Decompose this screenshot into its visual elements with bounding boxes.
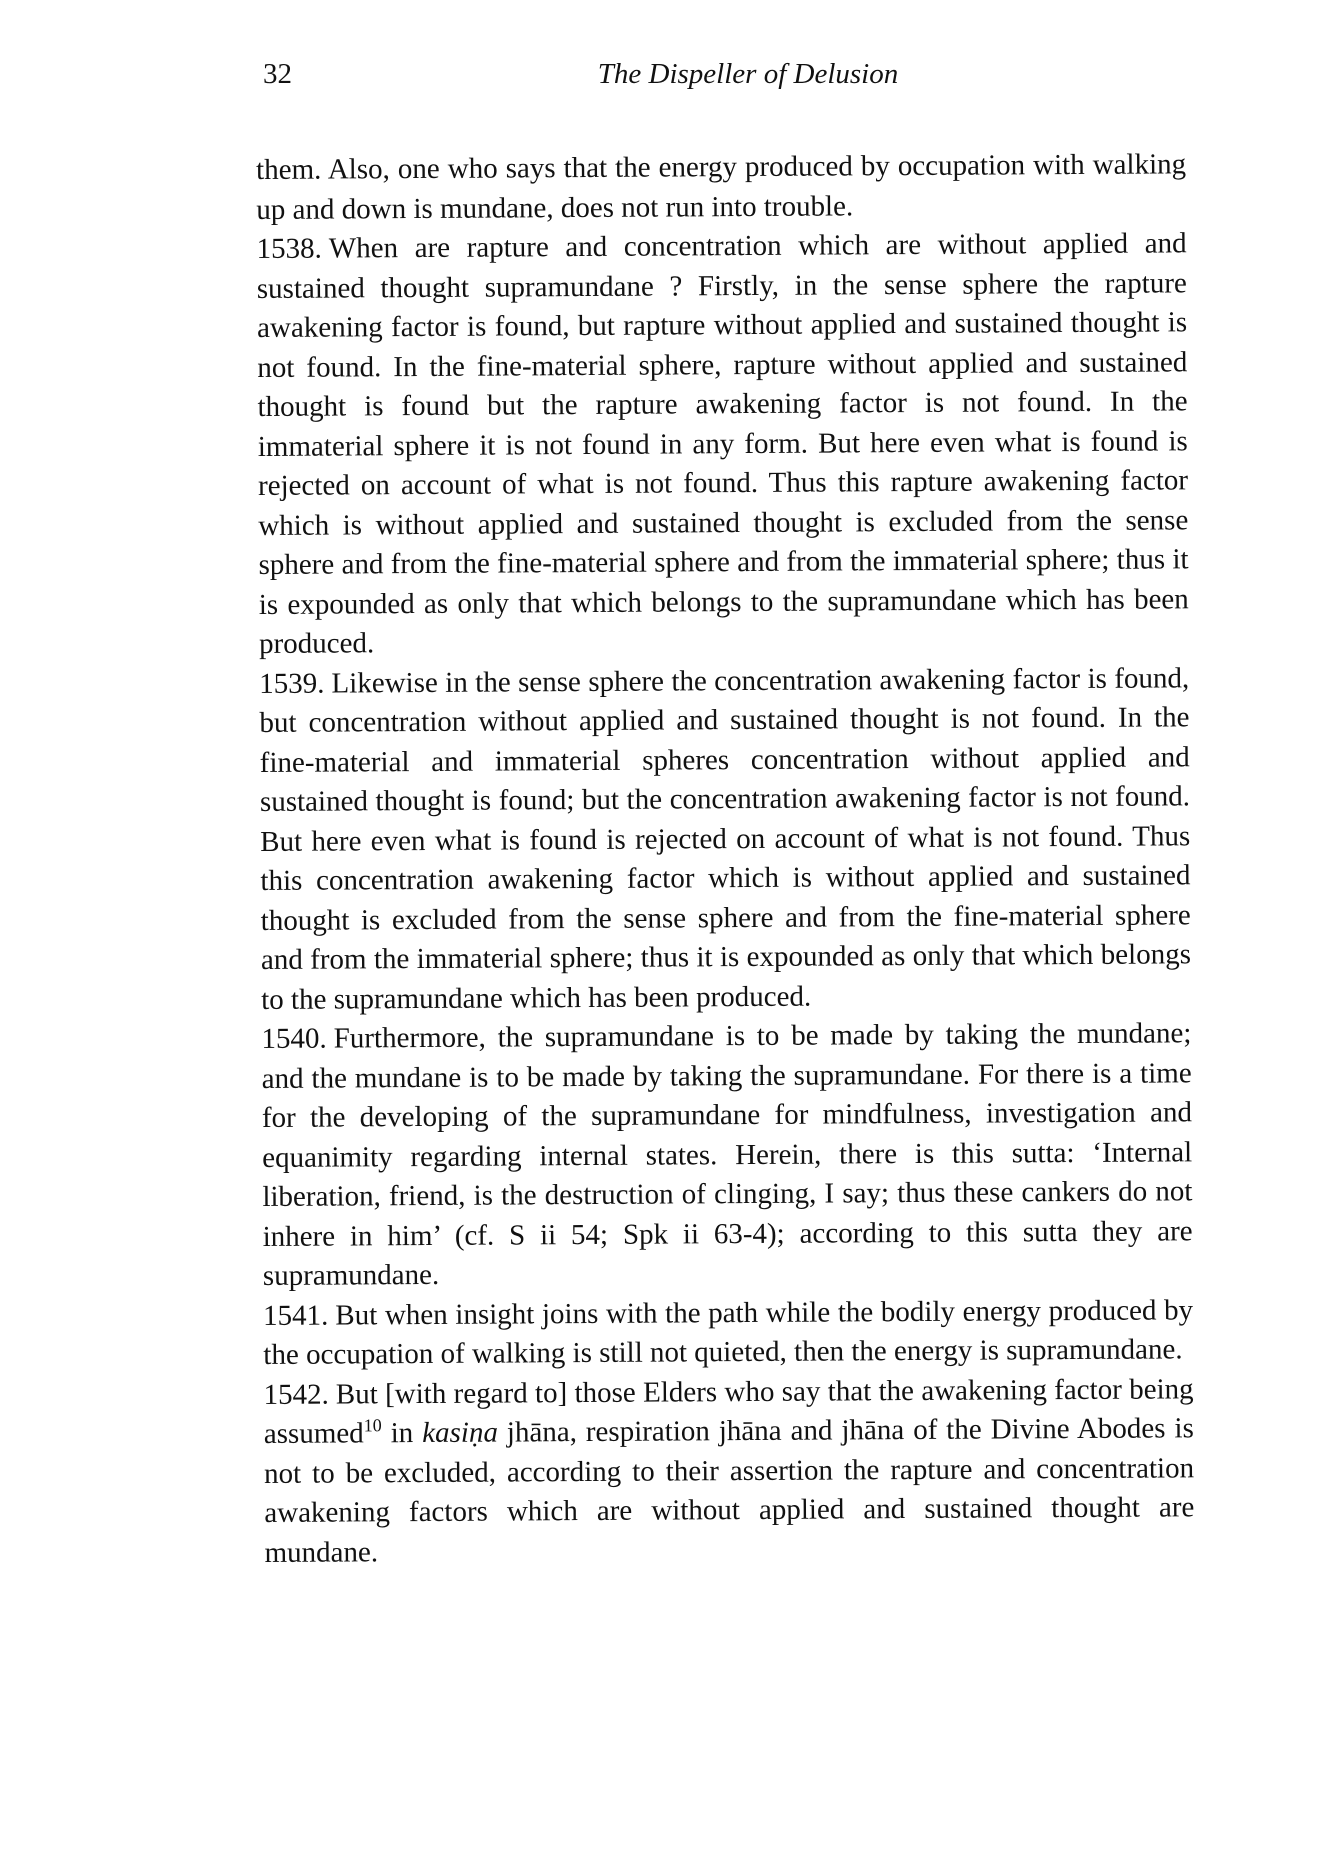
paragraph-1540 xyxy=(261,1014,1193,1296)
paragraph-number: 1541. xyxy=(263,1299,329,1332)
footnote-reference: 10 xyxy=(363,1415,382,1436)
paragraph-1541 xyxy=(263,1291,1193,1376)
paragraph-text: Likewise in the sense sphere the concentration awakening factor is found, but concentration without applied and sustained thought is not found. In the fine-material and immaterial spheres concentration without applied and sustained thought is found; but the concentration awakening factor is not found. But here even what is found is rejected on account of what is not found. Thus this concentration awakening factor which is without applied and sustained thought is excluded from the sense sphere and from the fine-material sphere and from the immaterial sphere; thus it is expounded as only that which belongs to the supramundane which has been produced. xyxy=(259,661,1192,1016)
running-title: The Dispeller of Delusion xyxy=(597,58,899,90)
paragraph-text-b: in xyxy=(381,1417,423,1450)
paragraph-number: 1539. xyxy=(259,667,325,700)
paragraph-text: Furthermore, the supramundane is to be made by taking the mundane; and the mundane is to be made by taking the supramundane. For there is a time for the developing of the supramundane for mindfulness, investigation and equanimity regarding internal states. Herein, there is this sutta: ‘Internal liberation, friend, is the destruction of clinging, I say; thus these cankers do not inhere in him’ (cf. S ii 54; Spk ii 63-4); according to this sutta they are supramundane. xyxy=(261,1017,1193,1292)
paragraph-text: them. Also, one who says that the energy produced by occupation with walking up and down is mundane, does not run into trouble. xyxy=(256,148,1187,226)
paragraph-1542 xyxy=(263,1370,1194,1573)
running-head xyxy=(263,54,1193,94)
paragraph-number: 1540. xyxy=(261,1022,327,1055)
italic-term: kasiṇa xyxy=(422,1416,498,1450)
paragraph-number: 1542. xyxy=(263,1378,329,1411)
paragraph-number: 1538. xyxy=(256,232,322,265)
page-number: 32 xyxy=(263,58,292,90)
paragraph-1538 xyxy=(256,224,1189,664)
body-text xyxy=(256,145,1195,1573)
paragraph-text: But when insight joins with the path while the bodily energy produced by the occupation of walking is still not quieted, then the energy is supramundane. xyxy=(263,1293,1194,1371)
paragraph-text-c: jhāna, respiration jhāna and jhāna of the Divine Abodes is not to be excluded, according to their assertion the rapture and concentration awakening factors which are without applied and sustained thought are mundane. xyxy=(263,1412,1195,1569)
paragraph-text-a: But [with regard to] those Elders who say that the awakening factor being assumed xyxy=(263,1372,1194,1450)
paragraph-text: When are rapture and concentration which are without applied and sustained thought supramundane ? Firstly, in the sense sphere the rapture awakening factor is found, but rapture without applied and sustained thought is not found. In the fine-material sphere, rapture without applied and sustained thought is found but the rapture awakening factor is not found. In the immaterial sphere it is not found in any form. But here even what is found is rejected on account of what is not found. Thus this rapture awakening factor which is without applied and sustained thought is excluded from the sense sphere and from the fine-material sphere and from the immaterial sphere; thus it is expounded as only that which belongs to the supramundane which has been produced. xyxy=(256,227,1189,660)
paragraph-1539 xyxy=(259,659,1191,1020)
paragraph-continuation xyxy=(256,145,1186,230)
